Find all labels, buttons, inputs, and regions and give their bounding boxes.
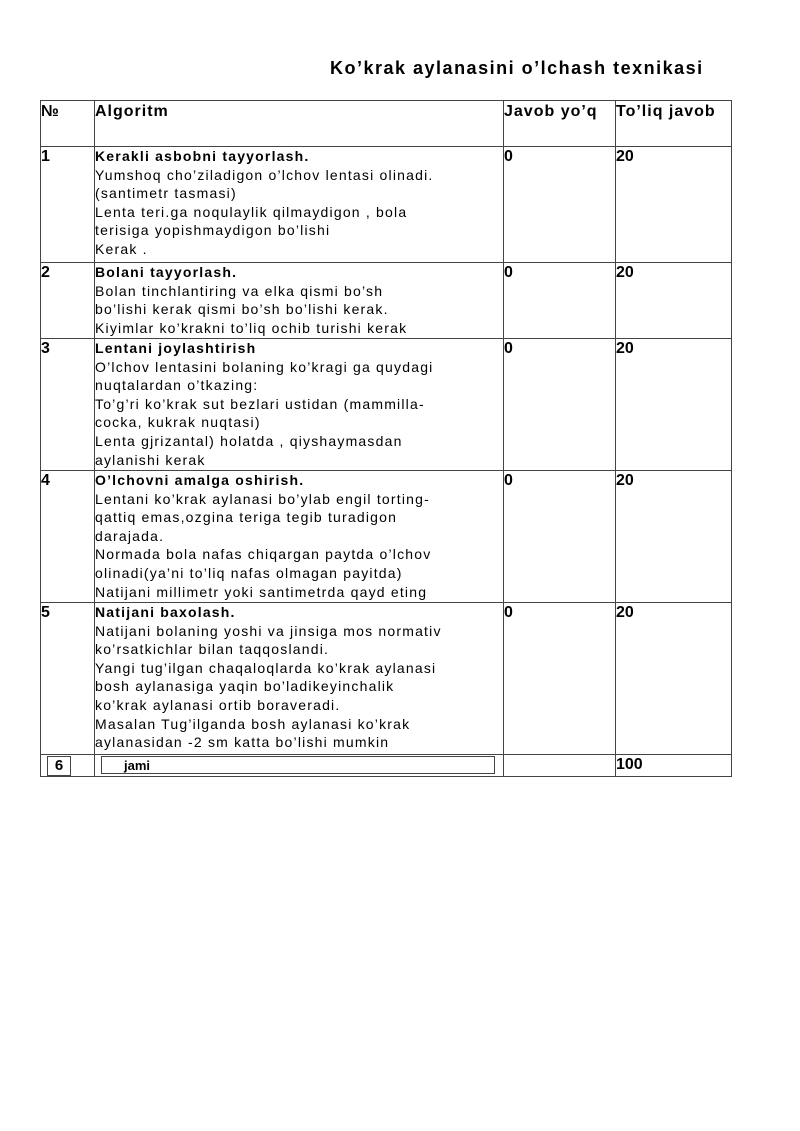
full-answer-value: 20 [616, 263, 732, 339]
row-number: 2 [41, 263, 95, 339]
full-answer-value: 20 [616, 603, 732, 755]
step-title: Lentani joylashtirish [95, 340, 257, 356]
header-answer: Javob yo’q [504, 101, 616, 147]
row-number: 1 [41, 147, 95, 263]
step-line: Bolan tinchlantiring va elka qismi bo’sh [95, 282, 384, 299]
row-number: 5 [41, 603, 95, 755]
step-line: ko’krak aylanasi ortib boraveradi. [95, 696, 341, 713]
step-line: Normada bola nafas chiqargan paytda o’lchov [95, 546, 432, 563]
step-line: bosh aylanasiga yaqin bo’ladikeyinchalik [95, 678, 395, 695]
full-answer-value: 20 [616, 339, 732, 471]
step-line: Yumshoq cho’ziladigon o’lchov lentasi olinadi. [95, 166, 434, 183]
row-number: 4 [41, 471, 95, 603]
table-row [41, 263, 732, 339]
row-number: 3 [41, 339, 95, 471]
step-line: O’lchov lentasini bolaning ko’kragi ga quydagi [95, 358, 434, 375]
step-title: Natijani baxolash. [95, 604, 236, 620]
answer-value: 0 [504, 471, 616, 603]
step-line: nuqtalardan o’tkazing: [95, 377, 259, 394]
table-row [41, 603, 732, 755]
algorithm-cell [95, 263, 504, 339]
step-line: qattiq emas,ozgina teriga tegib turadigon [95, 509, 398, 526]
table-header-row [41, 101, 732, 147]
step-line: Natijani millimetr yoki santimetrda qayd eting [95, 583, 428, 600]
algorithm-cell [95, 471, 504, 603]
step-line: Kiyimlar ko’krakni to’liq ochib turishi kerak [95, 319, 408, 336]
header-full-answer: To’liq javob [616, 101, 732, 147]
step-line: Kerak . [95, 240, 148, 257]
total-number-cell [41, 755, 95, 777]
full-answer-value: 20 [616, 471, 732, 603]
step-line: Natijani bolaning yoshi va jinsiga mos normativ [95, 622, 442, 639]
step-line: bo’lishi kerak qismi bo’sh bo’lishi kerak. [95, 301, 389, 318]
step-title: Bolani tayyorlash. [95, 264, 238, 280]
full-answer-value: 20 [616, 147, 732, 263]
total-label: jami [101, 756, 495, 774]
algorithm-cell [95, 339, 504, 471]
algorithm-table [40, 100, 732, 777]
step-line: aylanishi kerak [95, 451, 206, 468]
total-answer-cell [504, 755, 616, 777]
algorithm-cell [95, 147, 504, 263]
answer-value: 0 [504, 147, 616, 263]
step-line: terisiga yopishmaydigon bo’lishi [95, 222, 331, 239]
step-line: Lenta teri.ga noqulaylik qilmaydigon , bola [95, 203, 408, 220]
step-line: Yangi tug’ilgan chaqaloqlarda ko’krak aylanasi [95, 659, 437, 676]
total-value: 100 [616, 755, 732, 777]
step-line: aylanasidan -2 sm katta bo’lishi mumkin [95, 734, 390, 751]
algorithm-cell [95, 603, 504, 755]
table-row [41, 147, 732, 263]
answer-value: 0 [504, 263, 616, 339]
total-number: 6 [47, 756, 71, 776]
step-line: Lentani ko’krak aylanasi bo’ylab engil torting- [95, 490, 431, 507]
step-line: darajada. [95, 527, 165, 544]
step-line: Lenta gjrizantal) holatda , qiyshaymasdan [95, 432, 403, 449]
step-line: To’g’ri ko’krak sut bezlari ustidan (mammilla- [95, 395, 425, 412]
step-line: (santimetr tasmasi) [95, 185, 237, 202]
answer-value: 0 [504, 603, 616, 755]
step-title: Kerakli asbobni tayyorlash. [95, 148, 310, 164]
answer-value: 0 [504, 339, 616, 471]
page-title: Ko’krak aylanasini o’lchash texnikasi [330, 58, 704, 78]
step-line: Masalan Tug’ilganda bosh aylanasi ko’krak [95, 715, 411, 732]
total-row [41, 755, 732, 777]
step-title: O’lchovni amalga oshirish. [95, 472, 305, 488]
table-row [41, 339, 732, 471]
total-label-cell [95, 755, 504, 777]
step-line: cocka, kukrak nuqtasi) [95, 414, 261, 431]
step-line: ko’rsatkichlar bilan taqqoslandi. [95, 641, 330, 658]
header-number: № [41, 101, 95, 147]
step-line: olinadi(ya’ni to’liq nafas olmagan payitda) [95, 564, 403, 581]
header-algorithm: Algoritm [95, 101, 504, 147]
table-row [41, 471, 732, 603]
